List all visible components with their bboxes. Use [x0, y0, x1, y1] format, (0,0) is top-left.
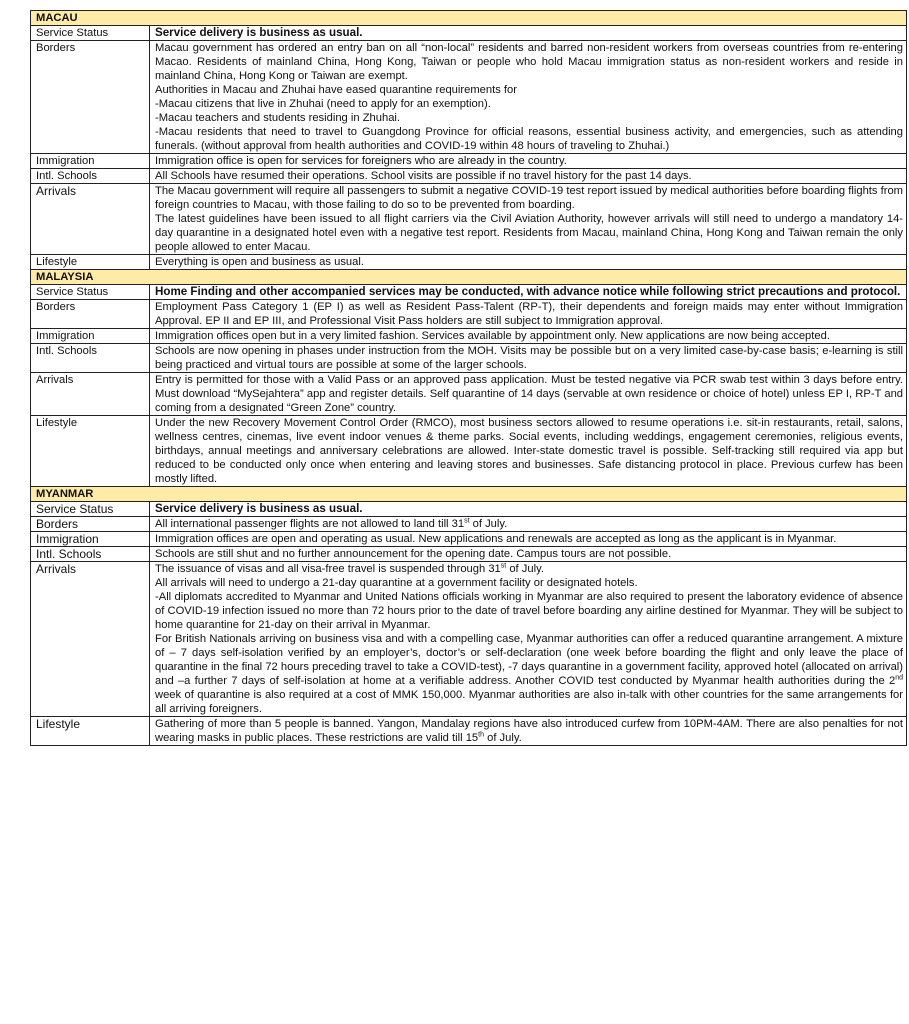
paragraph: Employment Pass Category 1 (EP I) as well as Resident Pass-Talent (RP-T), their dependents and foreign maids may enter without Immigration Approval. EP II and EP III, and Professional Visit Pass holders are still subject to Immigration approval. — [155, 301, 904, 327]
row-value — [150, 285, 907, 300]
row-label-borders: Borders — [31, 41, 150, 154]
paragraph: Home Finding and other accompanied services may be conducted, with advance notice while following strict precautions and protocol. — [155, 285, 901, 298]
table-row — [31, 344, 907, 373]
table-row — [31, 285, 907, 300]
paragraph: Entry is permitted for those with a Valid Pass or an approved pass application. Must be tested negative via PCR swab test within 3 days before entry. Must download “MySejahtera” app and register details. Self quarantine of 14 days (servable at own residence or choice of hotel) unless EP I, RP-T and coming from a designated “Green Zone” country. — [155, 374, 904, 414]
paragraph: Immigration office is open for services for foreigners who are already in the country. — [155, 155, 567, 167]
row-label-intl-schools: Intl. Schools — [31, 344, 150, 373]
paragraph: Authorities in Macau and Zhuhai have eased quarantine requirements for — [155, 84, 517, 96]
row-value — [150, 502, 907, 517]
row-label-borders: Borders — [31, 300, 150, 329]
paragraph: All arrivals will need to undergo a 21-day quarantine at a government facility or designated hotels. — [155, 577, 638, 589]
section-header: MYANMAR — [31, 487, 907, 502]
row-value — [150, 562, 907, 717]
paragraph: -Macau citizens that live in Zhuhai (need to apply for an exemption). — [155, 98, 491, 110]
table-row — [31, 717, 907, 746]
row-label-arrivals: Arrivals — [31, 373, 150, 416]
row-label-immigration: Immigration — [31, 532, 150, 547]
paragraph: Service delivery is business as usual. — [155, 502, 363, 515]
table-row — [31, 329, 907, 344]
section-header: MALAYSIA — [31, 270, 907, 285]
paragraph: Under the new Recovery Movement Control Order (RMCO), most business sectors allowed to resume operations i.e. sit-in restaurants, retail, salons, wellness centres, cinemas, live event indoor venues & theme parks. Social events, including weddings, engagement ceremonies, religious events, birthdays, annual meetings and anniversary celebrations are allowed. Inter-state domestic travel is possible. Self-tracking still required via app but reduced to be conducted only once when entering and leaving stores and businesses. Safe distancing protocol in place. Previous curfew has been mostly lifted. — [155, 417, 904, 485]
row-value — [150, 717, 907, 746]
section-header-row-malaysia — [31, 270, 907, 285]
row-value — [150, 532, 907, 547]
paragraph: Everything is open and business as usual. — [155, 256, 364, 268]
table-row — [31, 502, 907, 517]
row-label-intl-schools: Intl. Schools — [31, 547, 150, 562]
section-header-row-myanmar — [31, 487, 907, 502]
table-row — [31, 154, 907, 169]
row-value — [150, 416, 907, 487]
row-label-borders: Borders — [31, 517, 150, 532]
paragraph: The issuance of visas and all visa-free travel is suspended through 31st of July. — [155, 562, 544, 575]
row-value — [150, 26, 907, 41]
table-row — [31, 300, 907, 329]
table-row — [31, 26, 907, 41]
ordinal-suffix: st — [500, 562, 507, 570]
paragraph: Schools are now opening in phases under instruction from the MOH. Visits may be possible but on a very limited case-by-case basis; e-learning is still being practiced and virtual tours are possible at some of the larger schools. — [155, 345, 904, 371]
row-value — [150, 517, 907, 532]
section-header-row-macau — [31, 11, 907, 26]
row-value — [150, 255, 907, 270]
paragraph: Macau government has ordered an entry ban on all “non-local” residents and barred non-resident workers from overseas countries from re-entering Macao. Residents of mainland China, Hong Kong, Taiwan or people who hold Macau immigration status as non-resident workers and reside in mainland China, Hong Kong or Taiwan are exempt. — [155, 42, 904, 82]
table-row — [31, 532, 907, 547]
row-label-immigration: Immigration — [31, 154, 150, 169]
table-row — [31, 416, 907, 487]
row-label-arrivals: Arrivals — [31, 562, 150, 717]
table-row — [31, 517, 907, 532]
table-row — [31, 562, 907, 717]
paragraph: -Macau teachers and students residing in Zhuhai. — [155, 112, 401, 124]
paragraph: The Macau government will require all passengers to submit a negative COVID-19 test report issued by medical authorities before boarding flights from foreign countries to Macau, with those failing to do so to be prevented from boarding. — [155, 185, 904, 211]
paragraph: All Schools have resumed their operations. School visits are possible if no travel history for the past 14 days. — [155, 170, 692, 182]
table-row — [31, 547, 907, 562]
table-row — [31, 373, 907, 416]
row-value — [150, 373, 907, 416]
paragraph: -All diplomats accredited to Myanmar and United Nations officials working in Myanmar are also required to present the laboratory evidence of absence of COVID-19 infection issued no more than 72 hours prior to the date of travel before boarding any airline destined for Myanmar. They will be subject to home quarantine for 21-day on their arrival in Myanmar. — [155, 591, 904, 631]
paragraph: Immigration offices are open and operating as usual. New applications and renewals are accepted as long as the applicant is in Myanmar. — [155, 533, 837, 545]
row-label-service-status: Service Status — [31, 26, 150, 41]
country-status-table — [30, 10, 907, 746]
row-value — [150, 154, 907, 169]
row-value — [150, 329, 907, 344]
paragraph: Schools are still shut and no further announcement for the opening date. Campus tours are not possible. — [155, 548, 672, 560]
paragraph: For British Nationals arriving on business visa and with a compelling case, Myanmar authorities can offer a reduced quarantine arrangement. A mixture of – 7 days self-isolation verified by an employer’s, doctor’s or self-declaration (one week before boarding the flight and only leave the place of quarantine in the final 72 hours preceding travel to take a COVID-test), -7 days quarantine in a government facility, approved hotel (allocated on arrival) and –a further 7 days of self-isolation at home at a verifiable address. Another COVID test conducted by Myanmar health authorities during the 2nd week of quarantine is also required at a cost of MMK 150,000. Myanmar authorities are also in-talk with other countries for the same arrangements for all arriving foreigners. — [155, 633, 904, 715]
table-row — [31, 169, 907, 184]
ordinal-suffix: nd — [895, 674, 904, 682]
row-label-lifestyle: Lifestyle — [31, 416, 150, 487]
row-label-lifestyle: Lifestyle — [31, 255, 150, 270]
paragraph: Gathering of more than 5 people is banned. Yangon, Mandalay regions have also introduced curfew from 10PM-4AM. There are also penalties for not wearing masks in public places. These restrictions are valid till 15th of July. — [155, 718, 904, 744]
paragraph: All international passenger flights are not allowed to land till 31st of July. — [155, 517, 508, 530]
table-row — [31, 184, 907, 255]
row-label-arrivals: Arrivals — [31, 184, 150, 255]
row-value — [150, 300, 907, 329]
row-value — [150, 184, 907, 255]
row-label-intl-schools: Intl. Schools — [31, 169, 150, 184]
row-label-service-status: Service Status — [31, 285, 150, 300]
row-value — [150, 547, 907, 562]
paragraph: The latest guidelines have been issued to all flight carriers via the Civil Aviation Authority, however arrivals will still need to undergo a mandatory 14-day quarantine in a designated hotel even with a negative test report. Residents from Macau, mainland China, Hong Kong and Taiwan remain the only people allowed to enter Macau. — [155, 213, 904, 253]
ordinal-suffix: th — [478, 731, 484, 739]
paragraph: -Macau residents that need to travel to Guangdong Province for official reasons, essential business activity, and emergencies, such as attending funerals. (without approval from health authorities and COVID-19 within 48 hours of traveling to Zhuhai.) — [155, 126, 904, 152]
row-label-service-status: Service Status — [31, 502, 150, 517]
row-value — [150, 41, 907, 154]
paragraph: Service delivery is business as usual. — [155, 26, 363, 39]
table-row — [31, 41, 907, 154]
row-value — [150, 344, 907, 373]
paragraph: Immigration offices open but in a very limited fashion. Services available by appointment only. New applications are now being accepted. — [155, 330, 830, 342]
section-header: MACAU — [31, 11, 907, 26]
ordinal-suffix: st — [464, 517, 470, 525]
table-row — [31, 255, 907, 270]
row-label-lifestyle: Lifestyle — [31, 717, 150, 746]
row-label-immigration: Immigration — [31, 329, 150, 344]
row-value — [150, 169, 907, 184]
